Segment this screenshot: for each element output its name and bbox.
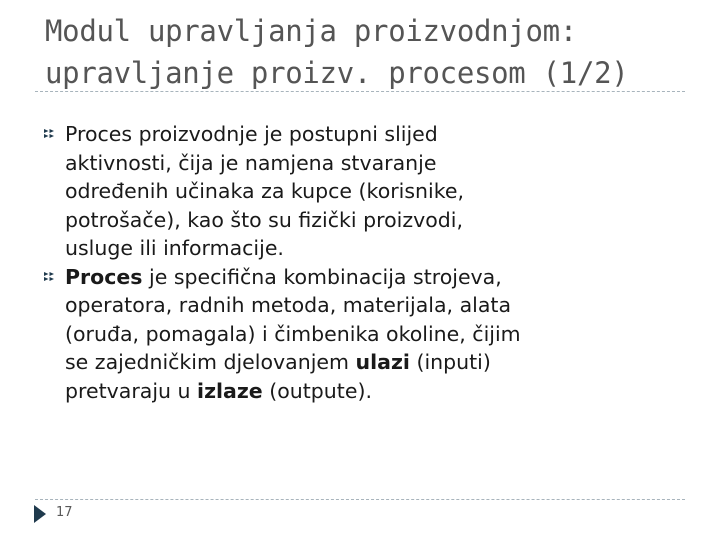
text-run: Proces proizvodnje je postupni slijed <box>65 122 438 146</box>
bullet-item <box>44 120 694 263</box>
text-run: potrošače), kao što su fizički proizvodi, <box>65 207 463 232</box>
bullet-line <box>65 234 694 263</box>
slide-title-line-2: upravljanje proizv. procesom (1/2) <box>45 56 629 90</box>
bullet-line <box>65 120 694 149</box>
text-run: je specifična kombinacija strojeva, <box>142 264 502 289</box>
four-arrows-bullet-icon <box>44 129 55 139</box>
text-run: operatora, radnih metoda, materijala, alata <box>65 293 512 317</box>
bold-term: izlaze <box>197 378 263 403</box>
slide-content <box>44 120 694 405</box>
bold-term: ulazi <box>355 350 410 374</box>
bullet-line <box>65 377 694 406</box>
triangle-arrow-icon <box>33 505 47 523</box>
bold-term: Proces <box>65 264 143 289</box>
bullet-item <box>44 263 694 406</box>
bullet-line <box>65 291 694 320</box>
text-run: određenih učinaka za kupce (korisnike, <box>65 179 464 203</box>
text-run: (inputi) <box>409 350 491 374</box>
page-number: 17 <box>56 505 73 520</box>
bullet-line <box>65 177 694 206</box>
bullet-line <box>65 320 694 349</box>
title-divider <box>35 91 685 92</box>
bullet-line <box>65 206 694 235</box>
text-run: usluge ili informacije. <box>65 236 284 260</box>
slide-title-line-1: Modul upravljanja proizvodnjom: <box>45 14 577 48</box>
four-arrows-bullet-icon <box>44 272 55 282</box>
text-run: (outpute). <box>262 378 372 403</box>
bullet-line <box>65 263 694 292</box>
bullet-line <box>65 348 694 377</box>
bullet-line <box>65 149 694 178</box>
text-run: pretvaraju u <box>65 378 198 403</box>
text-run: se zajedničkim djelovanjem <box>65 350 356 374</box>
footer-divider <box>35 499 685 500</box>
text-run: aktivnosti, čija je namjena stvaranje <box>65 150 437 175</box>
text-run: (oruđa, pomagala) i čimbenika okoline, čijim <box>65 321 521 346</box>
slide-title <box>45 10 705 94</box>
